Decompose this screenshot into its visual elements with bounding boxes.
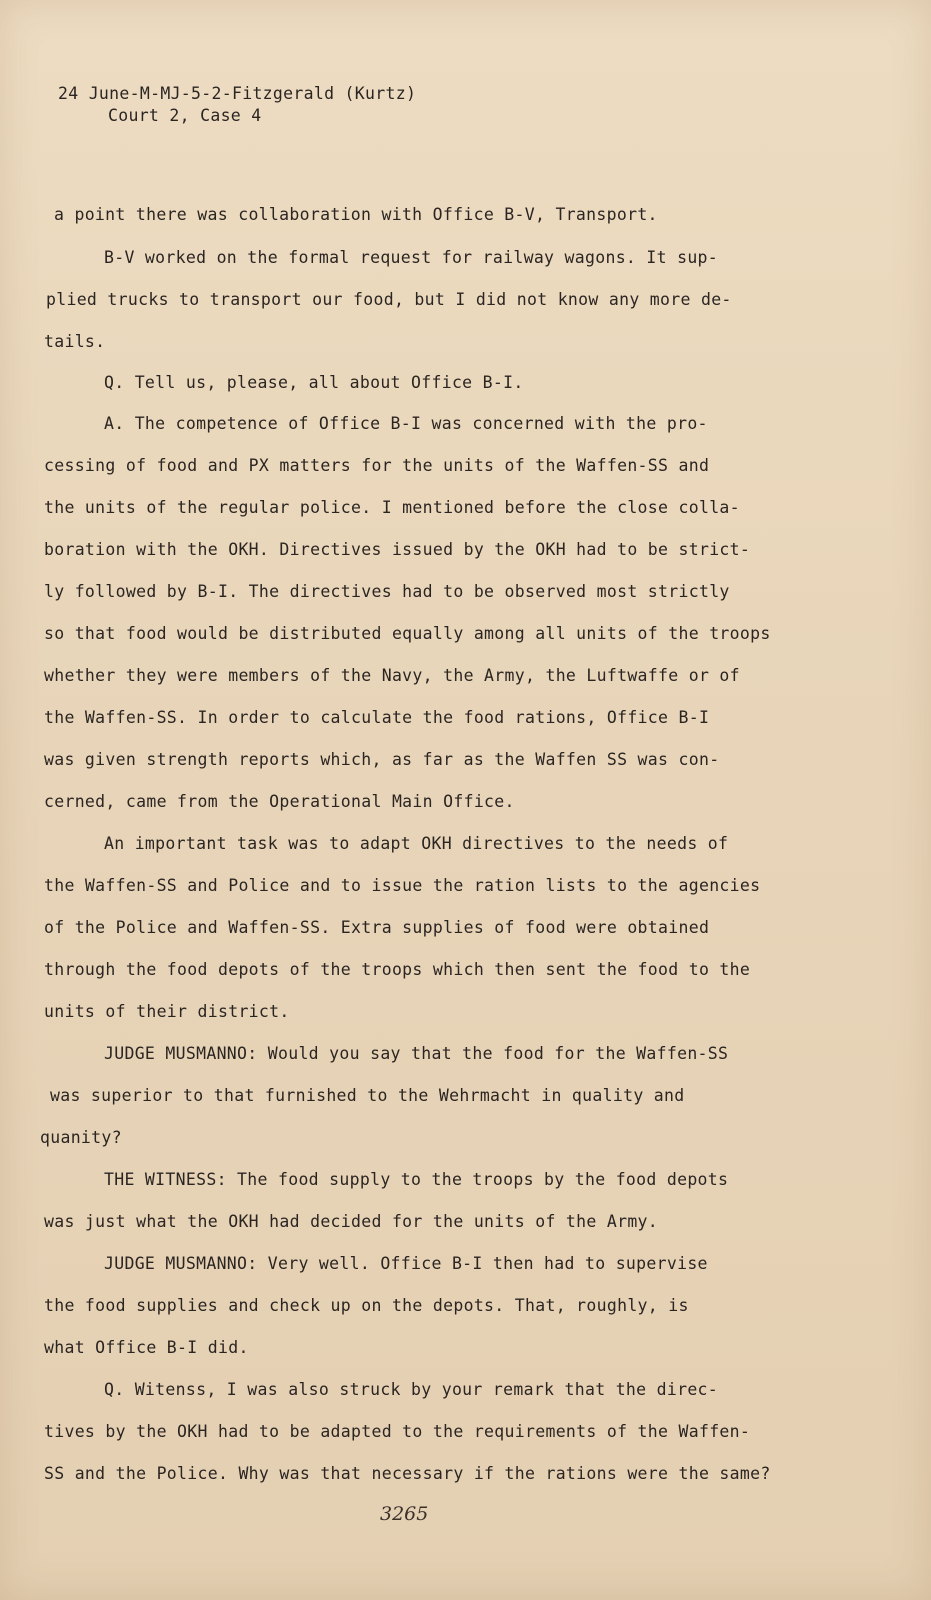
body-line: the food supplies and check up on the depots. That, roughly, is — [44, 1296, 689, 1315]
body-line: THE WITNESS: The food supply to the troops by the food depots — [104, 1170, 729, 1189]
body-line: B-V worked on the formal request for railway wagons. It sup- — [104, 248, 719, 267]
body-line: of the Police and Waffen-SS. Extra supplies of food were obtained — [44, 918, 710, 937]
body-line: the Waffen-SS and Police and to issue the ration lists to the agencies — [44, 876, 761, 895]
body-line: cerned, came from the Operational Main Office. — [44, 792, 515, 811]
body-line: JUDGE MUSMANNO: Very well. Office B-I then had to supervise — [104, 1254, 708, 1273]
body-line: what Office B-I did. — [44, 1338, 249, 1357]
body-line: tives by the OKH had to be adapted to the requirements of the Waffen- — [44, 1422, 751, 1441]
body-line: A. The competence of Office B-I was concerned with the pro- — [104, 414, 708, 433]
body-line: JUDGE MUSMANNO: Would you say that the food for the Waffen-SS — [104, 1044, 729, 1063]
body-line: boration with the OKH. Directives issued by the OKH had to be strict- — [44, 540, 751, 559]
body-line: was superior to that furnished to the Wehrmacht in quality and — [50, 1086, 685, 1105]
body-line: SS and the Police. Why was that necessary if the rations were the same? — [44, 1464, 771, 1483]
page-number: 3265 — [380, 1503, 429, 1525]
body-line: through the food depots of the troops which then sent the food to the — [44, 960, 751, 979]
body-line: Q. Tell us, please, all about Office B-I. — [104, 373, 524, 392]
body-line: An important task was to adapt OKH directives to the needs of — [104, 834, 729, 853]
body-line: plied trucks to transport our food, but I did not know any more de- — [46, 290, 732, 309]
header-line-2: Court 2, Case 4 — [108, 106, 262, 125]
body-line: a point there was collaboration with Office B-V, Transport. — [54, 205, 658, 224]
body-line: was given strength reports which, as far as the Waffen SS was con- — [44, 750, 720, 769]
body-line: the units of the regular police. I mentioned before the close colla- — [44, 498, 740, 517]
body-line: was just what the OKH had decided for the units of the Army. — [44, 1212, 659, 1231]
body-line: whether they were members of the Navy, the Army, the Luftwaffe or of — [44, 666, 740, 685]
body-line: Q. Witenss, I was also struck by your remark that the direc- — [104, 1380, 719, 1399]
body-line: cessing of food and PX matters for the units of the Waffen-SS and — [44, 456, 710, 475]
body-line: tails. — [44, 332, 106, 351]
header-line-1: 24 June-M-MJ-5-2-Fitzgerald (Kurtz) — [58, 84, 417, 103]
body-line: units of their district. — [44, 1002, 290, 1021]
body-line: ly followed by B-I. The directives had to be observed most strictly — [44, 582, 730, 601]
body-line: quanity? — [40, 1128, 122, 1147]
body-line: the Waffen-SS. In order to calculate the food rations, Office B-I — [44, 708, 710, 727]
body-line: so that food would be distributed equally among all units of the troops — [44, 624, 771, 643]
